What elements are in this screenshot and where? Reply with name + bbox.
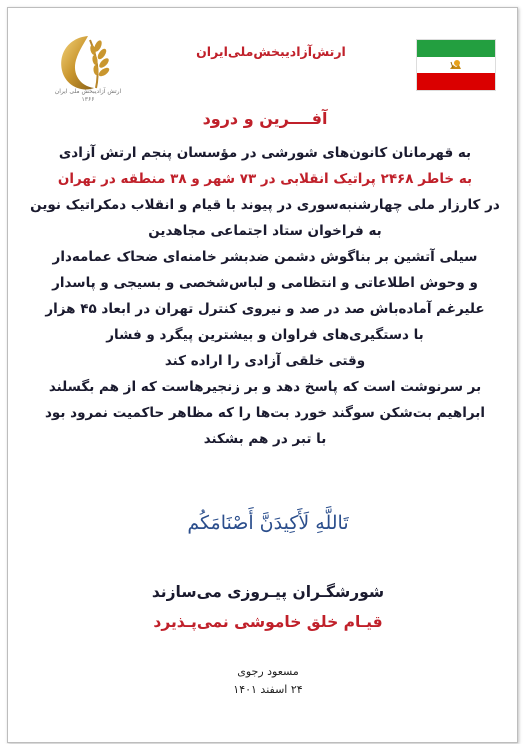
org-name: ارتش‌آزادیبخش‌ملی‌ایران (196, 44, 346, 59)
document-page (7, 7, 518, 743)
body-line: علیرغم آماده‌باش صد در صد و نیروی کنترل تهران در ابعاد ۴۵ هزار (45, 301, 485, 317)
heading: آفــــرین و درود (202, 109, 328, 128)
body-line: با تبر در هم بشکند (203, 431, 327, 447)
body-line: و وحوش اطلاعاتی و انتظامی و لباس‌شخصی و بسیجی و پاسدار (52, 275, 478, 291)
quran-verse: تَاللَّهِ لَأَكِيدَنَّ أَصْنَامَكُم (187, 512, 349, 534)
slogan-uprising: قیـام خلق خاموشی نمی‌پـذیرد (153, 613, 383, 631)
signature-name: مسعود رجوی (237, 665, 299, 678)
body-line: به قهرمانان کانون‌های شورشی در مؤسسان پنجم ارتش آزادی (58, 145, 472, 161)
body-line: به فراخوان ستاد اجتماعی مجاهدین (148, 223, 382, 239)
body-line: با دستگیری‌های فراوان و بیشترین پیگرد و فشار (106, 327, 424, 343)
body-line: ابراهیم بت‌شکن سوگند خورد بت‌ها را که مظاهر حاکمیت نمرود بود (45, 405, 485, 421)
logo-caption: ارتش آزادیبخش ملی ایران ۱۳۶۶ (54, 88, 122, 103)
iran-flag-icon (416, 39, 496, 91)
body-line: بر سرنوشت است که پاسخ دهد و بر زنجیرهاست که از هم بگسلند (48, 379, 482, 395)
body-line: در کارزار ملی چهارشنبه‌سوری در پیوند با قیام و انقلاب دمکراتیک نوین (30, 197, 500, 213)
lion-sun-emblem-icon (448, 58, 464, 72)
body-line: سیلی آتشین بر بناگوش دشمن ضدبشر خامنه‌ای ضحاک عمامه‌دار (52, 249, 478, 265)
body-line: به خاطر ۲۴۶۸ پراتیک انقلابی در ۷۳ شهر و ۳۸ منطقه در تهران (57, 171, 473, 187)
message-body (30, 104, 500, 452)
body-line: وقتی خلقی آزادی را اراده کند (164, 353, 366, 369)
signature-date: ۲۴ اسفند ۱۴۰۱ (233, 683, 303, 696)
slogan-rebels: شورشگـران پیـروزی می‌سازند (151, 583, 385, 601)
